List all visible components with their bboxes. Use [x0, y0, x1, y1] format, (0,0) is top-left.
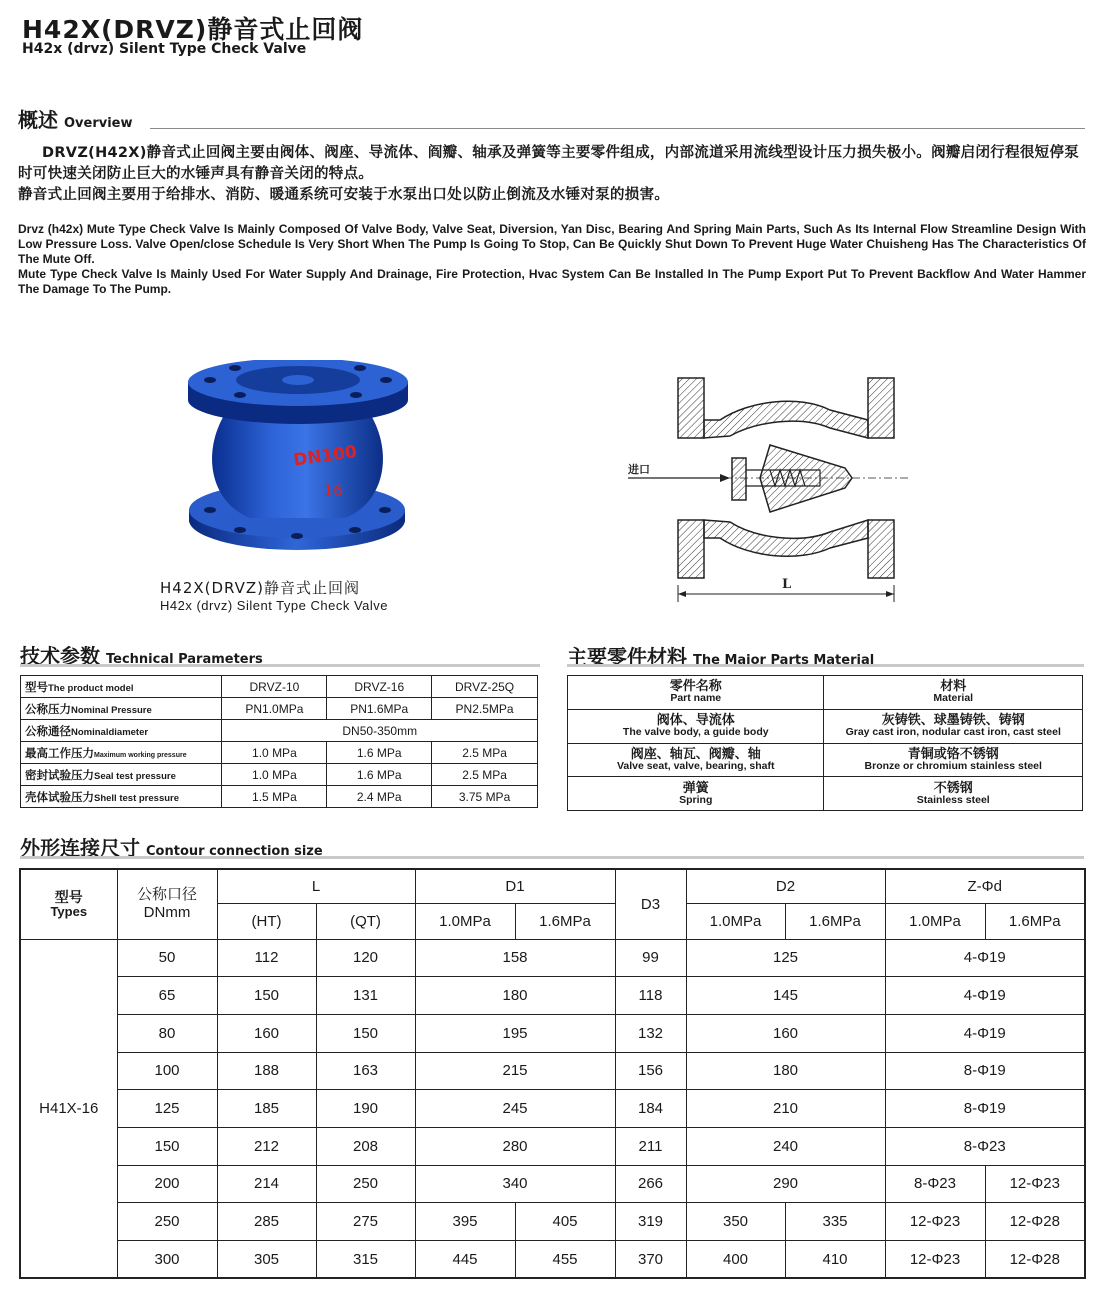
D1-cell: 215: [415, 1052, 615, 1090]
L-ht-header: (HT): [217, 903, 316, 939]
dn-cell: 100: [117, 1052, 217, 1090]
contour-body: [20, 939, 1085, 1278]
tp-cell: 2.5 MPa: [432, 764, 538, 786]
D1-10-cell: 395: [415, 1203, 515, 1241]
dimension-L-label: L: [782, 577, 792, 592]
tech-params-heading-en: Technical Parameters: [106, 652, 263, 667]
D3-cell: 319: [615, 1203, 686, 1241]
L-ht-cell: 214: [217, 1165, 316, 1203]
contour-heading-en: Contour connection size: [146, 844, 323, 859]
mp-mat-en: Material: [933, 692, 974, 705]
mp-part-en: Valve seat, valve, bearing, shaft: [616, 759, 775, 772]
model-cell: H41X-16: [20, 939, 117, 1278]
D2-cell: 125: [686, 939, 885, 977]
tp-label: [21, 764, 222, 786]
tp-cell: DRVZ-16: [327, 676, 432, 698]
Z-cell: 8-Φ19: [885, 1090, 1085, 1128]
tp-label-en: The product model: [48, 682, 134, 694]
tp-label-zh: 壳体试验压力: [25, 791, 94, 804]
mp-cell: [568, 743, 824, 777]
mp-mat-en: Bronze or chromium stainless steel: [864, 759, 1042, 772]
L-ht-cell: 150: [217, 977, 316, 1015]
D2-cell: 240: [686, 1127, 885, 1165]
dn-header-zh: 公称口径: [136, 886, 197, 904]
tp-label-en: Nominaldiameter: [71, 726, 149, 738]
Z-16-cell: 12-Φ23: [985, 1165, 1085, 1203]
tp-cell: PN2.5MPa: [432, 698, 538, 720]
L-ht-cell: 160: [217, 1014, 316, 1052]
tp-cell: 2.5 MPa: [432, 742, 538, 764]
Z-header: Z-Φd: [885, 869, 1085, 903]
D2-cell: 290: [686, 1165, 885, 1203]
tp-cell: DN50-350mm: [222, 720, 538, 742]
mp-mat-en: Stainless steel: [916, 793, 990, 806]
mp-part-en: Spring: [679, 793, 713, 806]
overview-heading-zh: 概述: [18, 108, 58, 132]
materials-table: [567, 675, 1083, 811]
tp-cell: PN1.0MPa: [222, 698, 327, 720]
tp-label-en: Maximum working pressure: [94, 751, 187, 759]
mp-cell: [824, 676, 1083, 710]
L-qt-cell: 120: [316, 939, 415, 977]
mp-header-row: [568, 676, 1083, 710]
contour-header-row-1: [20, 869, 1085, 903]
overview-en-text: [18, 222, 1086, 297]
L-qt-cell: 131: [316, 977, 415, 1015]
tp-label-zh: 密封试验压力: [25, 769, 94, 782]
page-subtitle: H42x (drvz) Silent Type Check Valve: [22, 41, 307, 57]
dn-cell: 125: [117, 1090, 217, 1128]
body-mark-pn: 16: [323, 481, 344, 500]
D1-header: D1: [415, 869, 615, 903]
D3-cell: 99: [615, 939, 686, 977]
table-row: [20, 1127, 1085, 1165]
Z-16-header: 1.6MPa: [985, 903, 1085, 939]
dn-cell: 200: [117, 1165, 217, 1203]
D2-16-cell: 410: [785, 1241, 885, 1279]
L-qt-cell: 208: [316, 1127, 415, 1165]
Z-cell: 8-Φ23: [885, 1127, 1085, 1165]
Z-cell: 4-Φ19: [885, 939, 1085, 977]
mp-cell: [824, 709, 1083, 743]
contour-rule: [20, 856, 1084, 859]
table-row: [20, 977, 1085, 1015]
overview-zh-p1: DRVZ(H42X)静音式止回阀主要由阀体、阀座、导流体、阎瓣、轴承及弹簧等主要零件组成，内部流道采用流线型设计压力损失极小。阀瓣启闭行程很短停泵时可快速关闭防止巨大的水锤声具有静音关闭的特点。: [18, 145, 1080, 182]
dn-cell: 150: [117, 1127, 217, 1165]
dn-cell: 300: [117, 1241, 217, 1279]
Z-cell: 4-Φ19: [885, 977, 1085, 1015]
L-qt-header: (QT): [316, 903, 415, 939]
Z-cell: 4-Φ19: [885, 1014, 1085, 1052]
dn-header: [117, 869, 217, 939]
tp-cell: 1.6 MPa: [327, 742, 432, 764]
D3-cell: 211: [615, 1127, 686, 1165]
mp-mat-zh: 不锈钢: [933, 779, 973, 795]
product-caption-zh: H42X(DRVZ)静音式止回阀: [160, 579, 361, 597]
D2-header: D2: [686, 869, 885, 903]
tp-row-model: [21, 676, 538, 698]
L-qt-cell: 190: [316, 1090, 415, 1128]
Z-10-cell: 12-Φ23: [885, 1241, 985, 1279]
L-ht-cell: 188: [217, 1052, 316, 1090]
tech-params-table: [20, 675, 538, 808]
tp-cell: 1.6 MPa: [327, 764, 432, 786]
D2-cell: 160: [686, 1014, 885, 1052]
table-row: [20, 1052, 1085, 1090]
contour-heading-zh: 外形连接尺寸: [20, 836, 140, 860]
overview-zh-text: [18, 143, 1086, 206]
L-qt-cell: 250: [316, 1165, 415, 1203]
tp-cell: DRVZ-25Q: [432, 676, 538, 698]
tech-params-rule: [20, 664, 540, 667]
D1-cell: 245: [415, 1090, 615, 1128]
D1-cell: 280: [415, 1127, 615, 1165]
mp-cell: [568, 709, 824, 743]
overview-rule: [150, 128, 1085, 129]
materials-heading-en: The Major Parts Material: [693, 653, 875, 668]
overview-en-p2: Mute Type Check Valve Is Mainly Used For Water Supply And Drainage, Fire Protection, Hvac System Can Be Installed In The Pump Export Put To Prevent Backflow And Water Hammer The Damage To The Pump.: [18, 267, 1086, 296]
mp-row: [568, 709, 1083, 743]
tp-label-en: Nominal Pressure: [71, 704, 152, 716]
types-header-en: Types: [50, 903, 88, 919]
table-row: [20, 1203, 1085, 1241]
D1-16-cell: 405: [515, 1203, 615, 1241]
tp-cell: 1.0 MPa: [222, 742, 327, 764]
overview-heading: [18, 104, 133, 133]
L-ht-cell: 112: [217, 939, 316, 977]
mp-cell: [568, 777, 824, 811]
tp-label-zh: 型号: [25, 681, 48, 694]
D3-cell: 184: [615, 1090, 686, 1128]
L-qt-cell: 150: [316, 1014, 415, 1052]
Z-16-cell: 12-Φ28: [985, 1203, 1085, 1241]
dn-cell: 65: [117, 977, 217, 1015]
mp-part-zh: 零件名称: [669, 678, 722, 694]
tp-label: [21, 698, 222, 720]
materials-heading-zh: 主要零件材料: [567, 645, 687, 669]
D1-cell: 340: [415, 1165, 615, 1203]
mp-cell: [568, 676, 824, 710]
dn-header-en: DNmm: [143, 904, 191, 922]
tp-cell: PN1.6MPa: [327, 698, 432, 720]
tp-cell: 2.4 MPa: [327, 786, 432, 808]
D1-10-header: 1.0MPa: [415, 903, 515, 939]
D2-cell: 180: [686, 1052, 885, 1090]
mp-part-zh: 弹簧: [682, 779, 709, 795]
D3-header: D3: [615, 869, 686, 939]
tp-label-zh: 公称通径: [25, 725, 71, 738]
D1-16-cell: 455: [515, 1241, 615, 1279]
D2-10-cell: 350: [686, 1203, 785, 1241]
tp-label-zh: 公称压力: [25, 703, 71, 716]
Z-10-cell: 12-Φ23: [885, 1203, 985, 1241]
dn-cell: 250: [117, 1203, 217, 1241]
L-qt-cell: 315: [316, 1241, 415, 1279]
D3-cell: 156: [615, 1052, 686, 1090]
dn-cell: 80: [117, 1014, 217, 1052]
D3-cell: 132: [615, 1014, 686, 1052]
Z-10-cell: 8-Φ23: [885, 1165, 985, 1203]
mp-part-en: The valve body, a guide body: [622, 726, 769, 739]
mp-row: [568, 777, 1083, 811]
D1-cell: 180: [415, 977, 615, 1015]
L-ht-cell: 212: [217, 1127, 316, 1165]
mp-row: [568, 743, 1083, 777]
mp-mat-en: Gray cast iron, nodular cast iron, cast steel: [845, 726, 1061, 739]
D3-cell: 266: [615, 1165, 686, 1203]
product-caption-en: H42x (drvz) Silent Type Check Valve: [160, 598, 388, 613]
D2-16-cell: 335: [785, 1203, 885, 1241]
mp-mat-zh: 青铜或铬不锈钢: [907, 745, 999, 761]
tp-label: [21, 720, 222, 742]
tp-cell: 1.5 MPa: [222, 786, 327, 808]
valve-product-photo: [180, 360, 420, 575]
mp-part-zh: 阀体、导流体: [656, 712, 735, 728]
L-header: L: [217, 869, 415, 903]
body-mark-dn: DN100: [292, 441, 359, 471]
tp-row-shell-test: [21, 786, 538, 808]
tp-label: [21, 742, 222, 764]
tp-cell: 1.0 MPa: [222, 764, 327, 786]
table-row: [20, 1241, 1085, 1279]
L-ht-cell: 305: [217, 1241, 316, 1279]
overview-en-p1: Drvz (h42x) Mute Type Check Valve Is Mainly Composed Of Valve Body, Valve Seat, Diversion, Yan Disc, Bearing And Spring Main Parts, Such As Its Internal Flow Streamline Design With Low Pressure Loss. Valve Open/close Schedule Is Very Short When The Pump Is Going To Stop, Can Be Quickly Shut Down To Prevent Huge Water Chuisheng Has The Characteristics Of The Mute Off.: [18, 222, 1086, 266]
tp-row-max-working-pressure: [21, 742, 538, 764]
tp-row-nominal-pressure: [21, 698, 538, 720]
valve-section-drawing: [620, 370, 910, 610]
table-row: [20, 939, 1085, 977]
L-qt-cell: 163: [316, 1052, 415, 1090]
mp-mat-zh: 灰铸铁、球墨铸铁、铸钢: [881, 712, 1025, 728]
types-header: [20, 869, 117, 939]
tp-row-seal-test: [21, 764, 538, 786]
overview-zh-p2: 静音式止回阀主要用于给排水、消防、暖通系统可安装于水泵出口处以防止倒流及水锤对泵的损害。: [18, 187, 670, 203]
table-row: [20, 1014, 1085, 1052]
mp-part-en: Part name: [670, 692, 722, 705]
Z-cell: 8-Φ19: [885, 1052, 1085, 1090]
Z-10-header: 1.0MPa: [885, 903, 985, 939]
D3-cell: 118: [615, 977, 686, 1015]
contour-table: [19, 868, 1086, 1279]
tp-label-en: Shell test pressure: [94, 792, 180, 804]
L-ht-cell: 285: [217, 1203, 316, 1241]
table-row: [20, 1165, 1085, 1203]
types-header-zh: 型号: [54, 888, 83, 905]
tech-params-heading-zh: 技术参数: [20, 644, 100, 668]
mp-mat-zh: 材料: [940, 678, 967, 694]
D2-10-cell: 400: [686, 1241, 785, 1279]
D1-16-header: 1.6MPa: [515, 903, 615, 939]
tp-label: [21, 786, 222, 808]
tp-cell: 3.75 MPa: [432, 786, 538, 808]
L-ht-cell: 185: [217, 1090, 316, 1128]
D2-16-header: 1.6MPa: [785, 903, 885, 939]
table-row: [20, 1090, 1085, 1128]
Z-16-cell: 12-Φ28: [985, 1241, 1085, 1279]
L-qt-cell: 275: [316, 1203, 415, 1241]
tp-cell: DRVZ-10: [222, 676, 327, 698]
dn-cell: 50: [117, 939, 217, 977]
inlet-label: 进口: [628, 463, 650, 476]
overview-heading-en: Overview: [64, 116, 133, 131]
D2-cell: 145: [686, 977, 885, 1015]
tp-label-zh: 最高工作压力: [25, 747, 94, 760]
tp-label-en: Seal test pressure: [94, 770, 176, 782]
mp-cell: [824, 743, 1083, 777]
mp-part-zh: 阀座、轴瓦、阀瓣、轴: [630, 745, 761, 761]
tp-label: [21, 676, 222, 698]
D2-cell: 210: [686, 1090, 885, 1128]
materials-rule: [567, 664, 1084, 667]
D2-10-header: 1.0MPa: [686, 903, 785, 939]
D3-cell: 370: [615, 1241, 686, 1279]
page-title: H42X(DRVZ)静音式止回阀: [22, 15, 364, 44]
D1-cell: 158: [415, 939, 615, 977]
tp-row-nominal-diameter: [21, 720, 538, 742]
D1-10-cell: 445: [415, 1241, 515, 1279]
D1-cell: 195: [415, 1014, 615, 1052]
mp-cell: [824, 777, 1083, 811]
